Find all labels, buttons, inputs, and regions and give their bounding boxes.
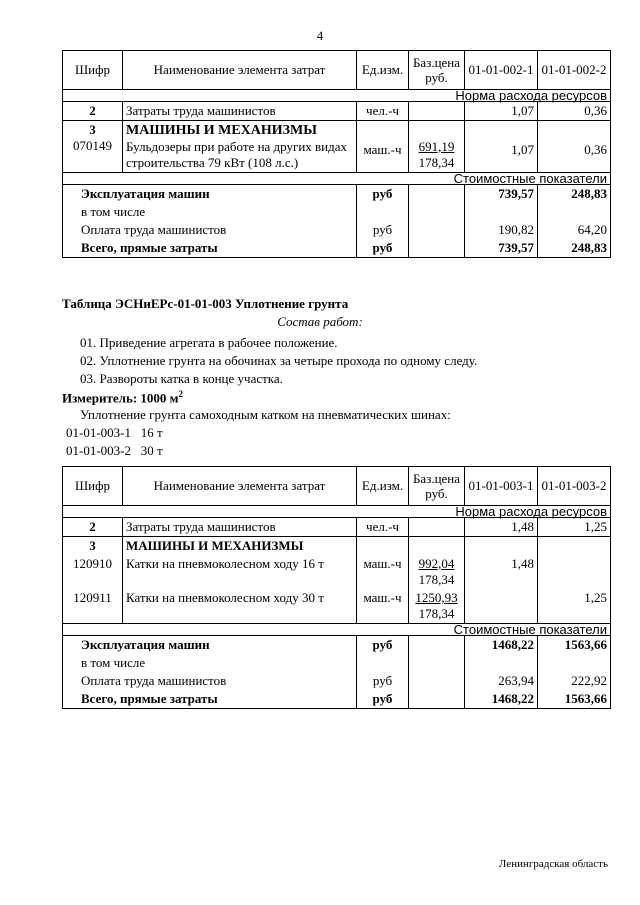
row-name: Катки на пневмоколесном ходу 16 т [123,555,357,589]
row-name: Бульдозеры при работе на других видах строительства 79 кВт (108 л.с.) [126,139,348,170]
table-row [63,102,611,121]
row-price-2: 178,34 [418,155,455,170]
row-name: Затраты труда машинистов [123,102,357,121]
table-row [63,203,611,221]
operation-label: Эксплуатация машин [63,185,357,204]
row-code: 2 [63,518,123,537]
cost-indicators-label: Стоимостные показатели [63,624,611,636]
table-row [63,239,611,258]
total-unit: руб [357,690,409,709]
total-value-1: 739,57 [465,239,538,258]
row-value-1 [465,589,538,624]
header-name: Наименование элемента затрат [123,51,357,90]
row-value-2 [538,555,611,589]
header-base-price-line1: Баз.цена [412,55,461,70]
total-value-2: 1563,66 [538,690,611,709]
row-value-1: 1,07 [465,102,538,121]
table-row [63,636,611,655]
row-value-2: 0,36 [538,121,611,173]
row-unit: маш.-ч [357,121,409,173]
table-row [63,672,611,690]
wages-unit: руб [357,221,409,239]
resource-norm-label: Норма расхода ресурсов [63,90,611,102]
table-row [63,221,611,239]
work-item: 01. Приведение агрегата в рабочее положение. [80,335,338,350]
meter-sup: 2 [178,389,184,399]
section-code: 3 [63,537,123,556]
total-value-1: 1468,22 [465,690,538,709]
table-row [63,589,611,624]
table-row [63,555,611,589]
row-price-1: 992,04 [418,556,455,571]
wages-unit: руб [357,672,409,690]
header-col2: 01-01-002-2 [538,51,611,90]
section-title: МАШИНЫ И МЕХАНИЗМЫ [123,537,357,556]
operation-unit: руб [357,185,409,204]
page-number: 4 [316,28,324,43]
header-code: Шифр [63,467,123,506]
header-unit: Ед.изм. [357,467,409,506]
header-base-price [409,467,465,506]
row-price-2: 178,34 [418,606,455,621]
header-col1: 01-01-003-1 [465,467,538,506]
resource-table-1 [62,50,611,258]
header-base-price [409,51,465,90]
works-title: Состав работ: [277,314,363,329]
wages-value-2: 64,20 [538,221,611,239]
row-value-2: 1,25 [538,518,611,537]
wages-value-2: 222,92 [538,672,611,690]
header-base-price-line2: руб. [425,486,448,501]
table-row [63,537,611,556]
row-value-2: 0,36 [538,102,611,121]
variant-row [66,443,163,459]
footer-region: Ленинградская область [498,858,608,870]
table-row [63,654,611,672]
section-title: Таблица ЭСНиЕРс-01-01-003 Уплотнение грунта [62,296,349,311]
table-row [63,518,611,537]
operation-value-1: 1468,22 [465,636,538,655]
including-label: в том числе [63,654,357,672]
table-row [63,185,611,204]
row-value-1: 1,48 [465,518,538,537]
header-name: Наименование элемента затрат [123,467,357,506]
total-unit: руб [357,239,409,258]
variant-code: 01-01-003-2 [66,443,131,458]
meter-text: Измеритель: 1000 м [62,390,179,406]
row-code: 2 [63,102,123,121]
cost-indicators-label: Стоимостные показатели [63,173,611,185]
meter-label [62,389,183,406]
row-price-1: 1250,93 [415,590,458,605]
section-title: МАШИНЫ И МЕХАНИЗМЫ [126,123,318,138]
description: Уплотнение грунта самоходным катком на пневматических шинах: [80,407,451,422]
resource-norm-label: Норма расхода ресурсов [63,506,611,518]
section-code: 3 [89,122,96,137]
wages-value-1: 190,82 [465,221,538,239]
row-code: 120911 [63,589,123,624]
row-name: Затраты труда машинистов [123,518,357,537]
header-unit: Ед.изм. [357,51,409,90]
header-col2: 01-01-003-2 [538,467,611,506]
total-value-2: 248,83 [538,239,611,258]
header-code: Шифр [63,51,123,90]
header-col1: 01-01-002-1 [465,51,538,90]
operation-value-2: 248,83 [538,185,611,204]
row-value-1: 1,48 [465,555,538,589]
table-row [63,690,611,709]
wages-label: Оплата труда машинистов [63,221,357,239]
operation-value-2: 1563,66 [538,636,611,655]
row-price-1: 691,19 [418,139,455,154]
total-label: Всего, прямые затраты [63,239,357,258]
variant-row [66,425,163,441]
row-price-2: 178,34 [418,572,455,587]
row-unit: маш.-ч [357,555,409,589]
table-row [63,121,611,173]
operation-unit: руб [357,636,409,655]
header-base-price-line1: Баз.цена [412,471,461,486]
work-item: 03. Развороты катка в конце участка. [80,371,283,386]
work-item: 02. Уплотнение грунта на обочинах за четыре прохода по одному следу. [80,353,478,368]
row-code: 120910 [63,555,123,589]
row-value-1: 1,07 [465,121,538,173]
row-unit: маш.-ч [357,589,409,624]
row-name: Катки на пневмоколесном ходу 30 т [123,589,357,624]
operation-value-1: 739,57 [465,185,538,204]
variant-code: 01-01-003-1 [66,425,131,440]
row-code: 070149 [73,138,112,153]
operation-label: Эксплуатация машин [63,636,357,655]
total-label: Всего, прямые затраты [63,690,357,709]
header-base-price-line2: руб. [425,70,448,85]
row-unit: чел.-ч [357,102,409,121]
resource-table-2 [62,466,611,709]
wages-value-1: 263,94 [465,672,538,690]
wages-label: Оплата труда машинистов [63,672,357,690]
variant-value: 16 т [140,425,163,440]
table-header-row [63,51,611,90]
table-header-row [63,467,611,506]
row-unit: чел.-ч [357,518,409,537]
row-value-2: 1,25 [538,589,611,624]
variant-value: 30 т [140,443,163,458]
including-label: в том числе [63,203,357,221]
